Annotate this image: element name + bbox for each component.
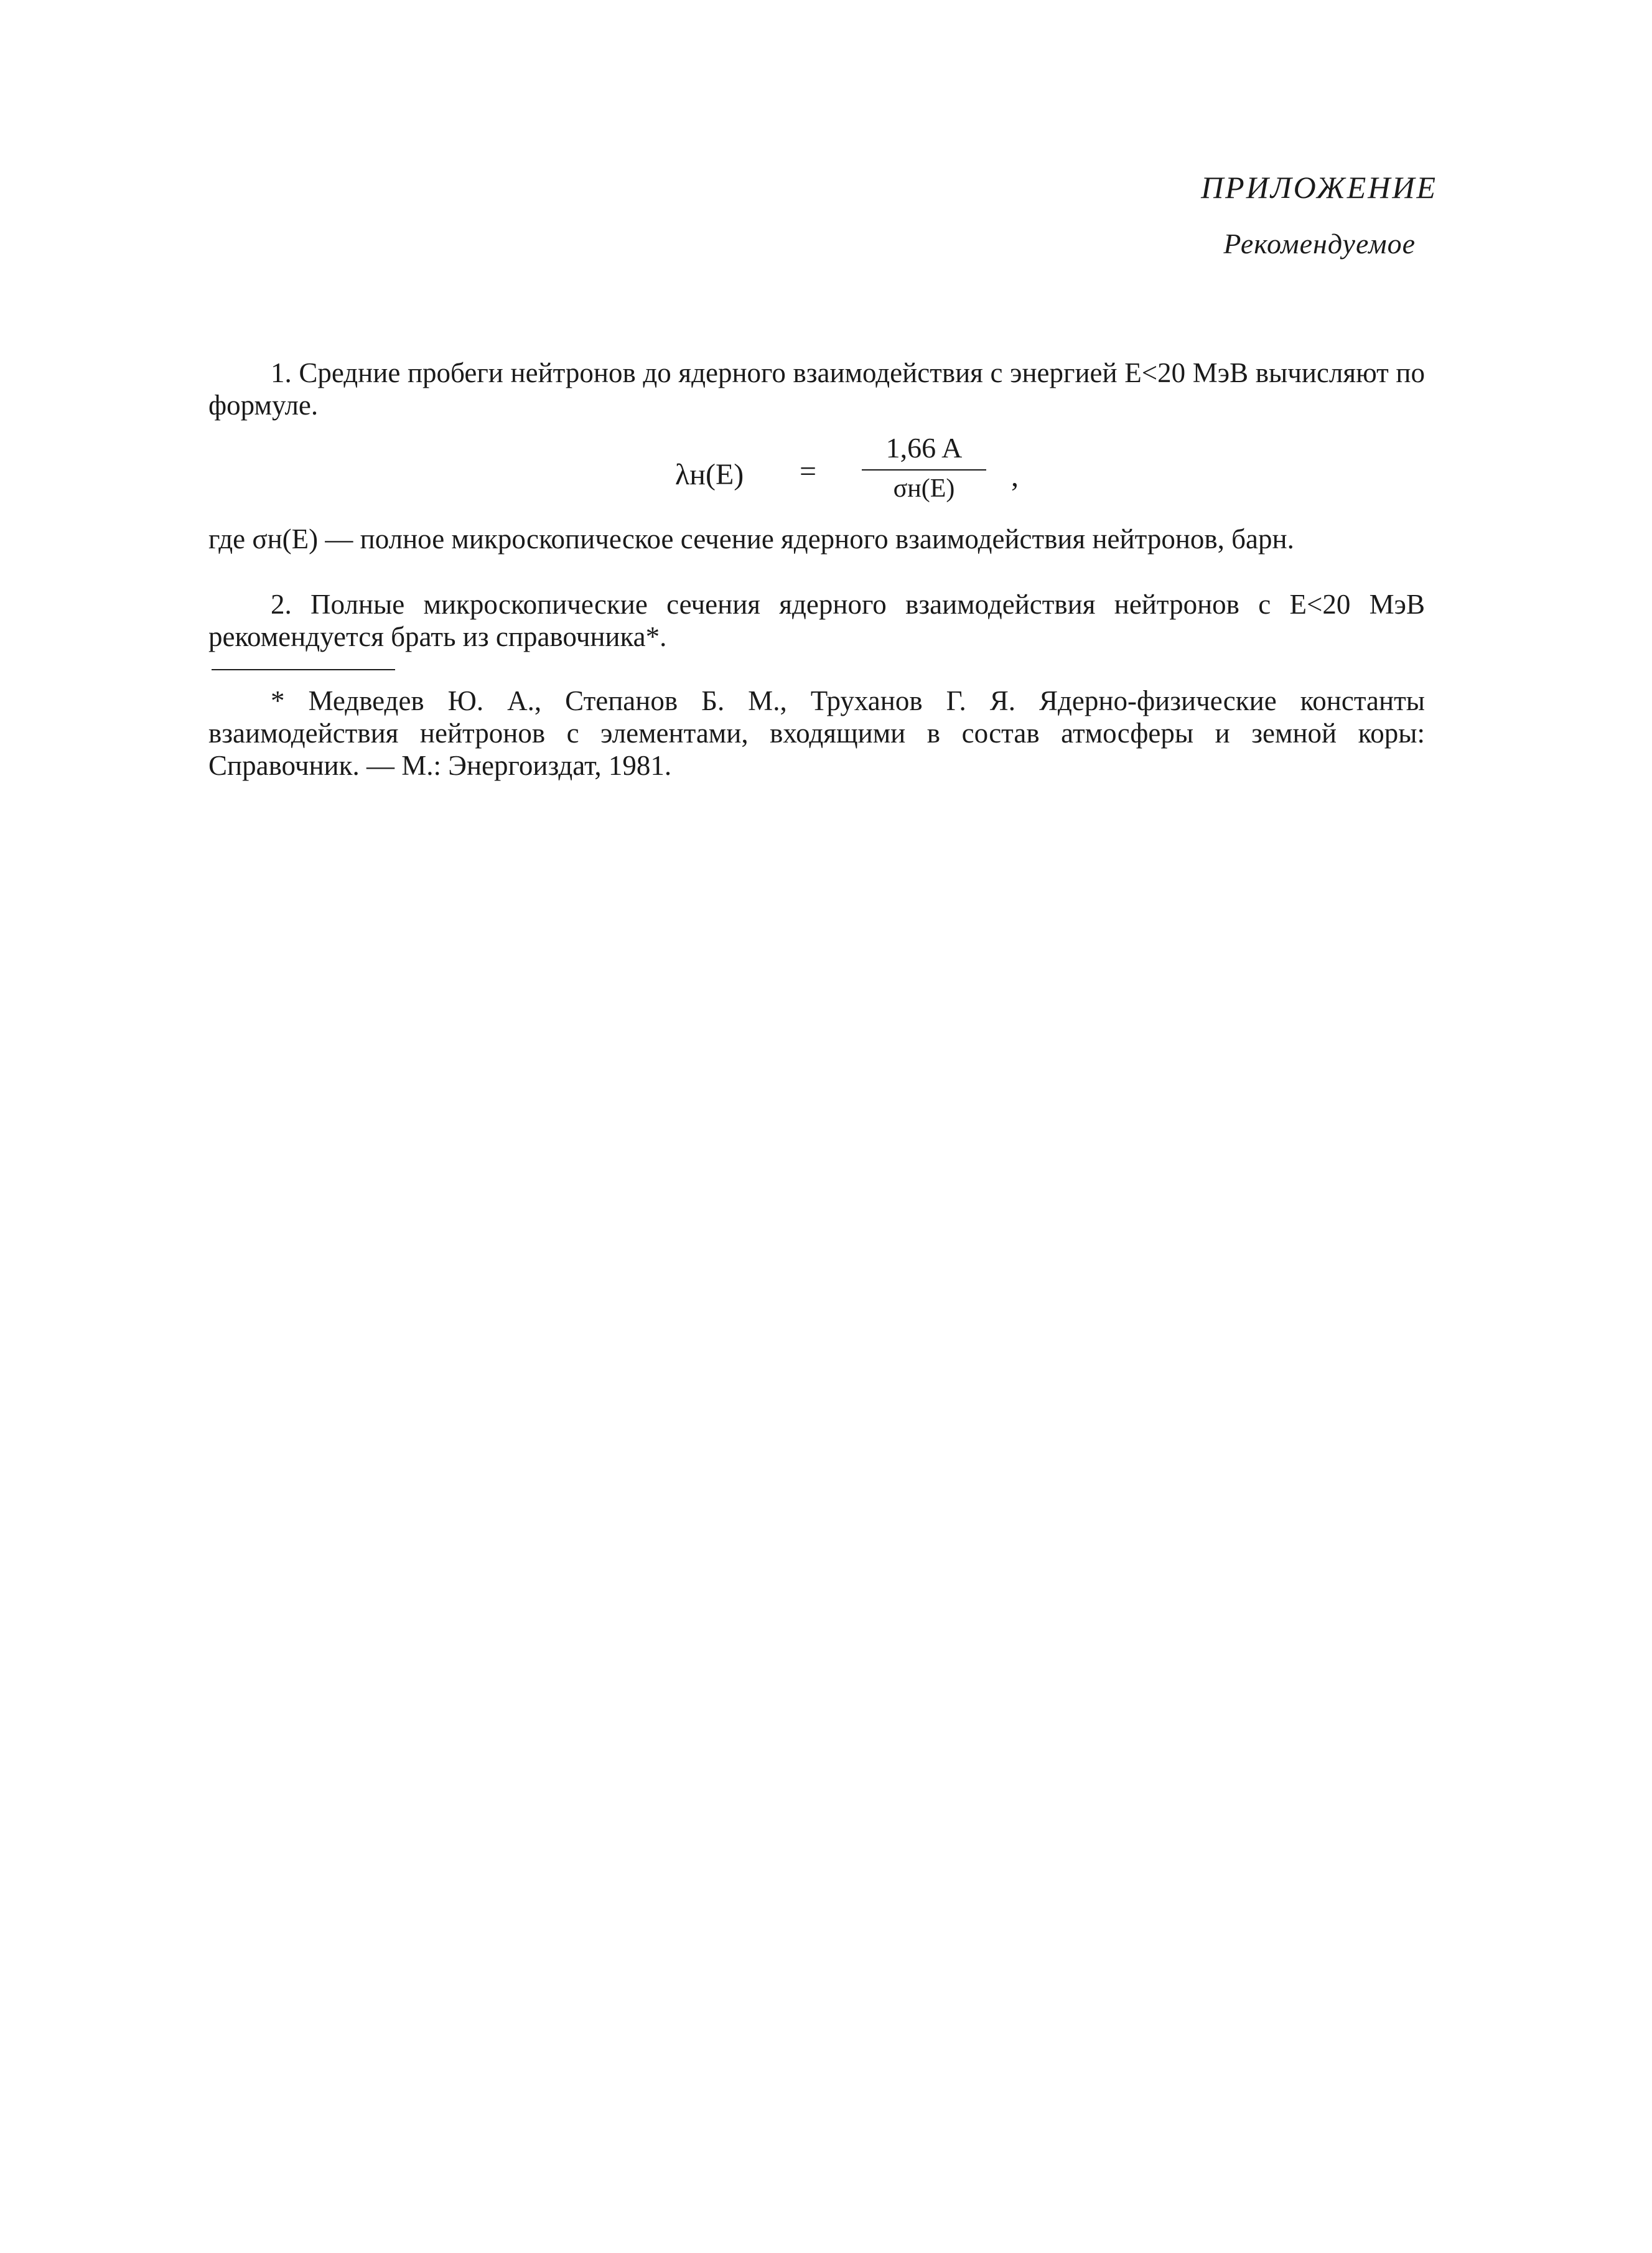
formula-fraction	[862, 429, 986, 505]
formula-lhs: λн(E)	[675, 458, 744, 491]
footnote-text: * Медведев Ю. А., Степанов Б. М., Труханов Г. Я. Ядерно-физические константы взаимодействия нейтронов с элементами, входящими в состав атмосферы и земной коры: Справочник. — М.: Энергоиздат, 1981.	[208, 685, 1425, 781]
paragraph-3-text: 2. Полные микроскопические сечения ядерного взаимодействия нейтронов с E<20 МэВ рекомендуется брать из справочника*.	[208, 589, 1425, 652]
paragraph-cross-section-definition: где σн(E) — полное микроскопическое сечение ядерного взаимодействия нейтронов, барн.	[208, 523, 1294, 555]
formula-equals: =	[800, 455, 817, 488]
formula-denominator: σн(E)	[893, 474, 955, 503]
footnote-divider	[212, 669, 395, 670]
fraction-bar	[862, 469, 986, 471]
appendix-status: Рекомендуемое	[1223, 228, 1416, 260]
formula-comma: ,	[1011, 460, 1019, 493]
appendix-title: ПРИЛОЖЕНИЕ	[1201, 170, 1437, 205]
paragraph-mean-free-path	[208, 357, 1425, 421]
paragraph-reference-recommendation	[208, 588, 1425, 653]
paragraph-1-text: 1. Средние пробеги нейтронов до ядерного взаимодействия с энергией E<20 МэВ вычисляют по формуле.	[208, 357, 1425, 421]
footnote	[208, 685, 1425, 782]
formula-numerator: 1,66 A	[885, 432, 963, 464]
